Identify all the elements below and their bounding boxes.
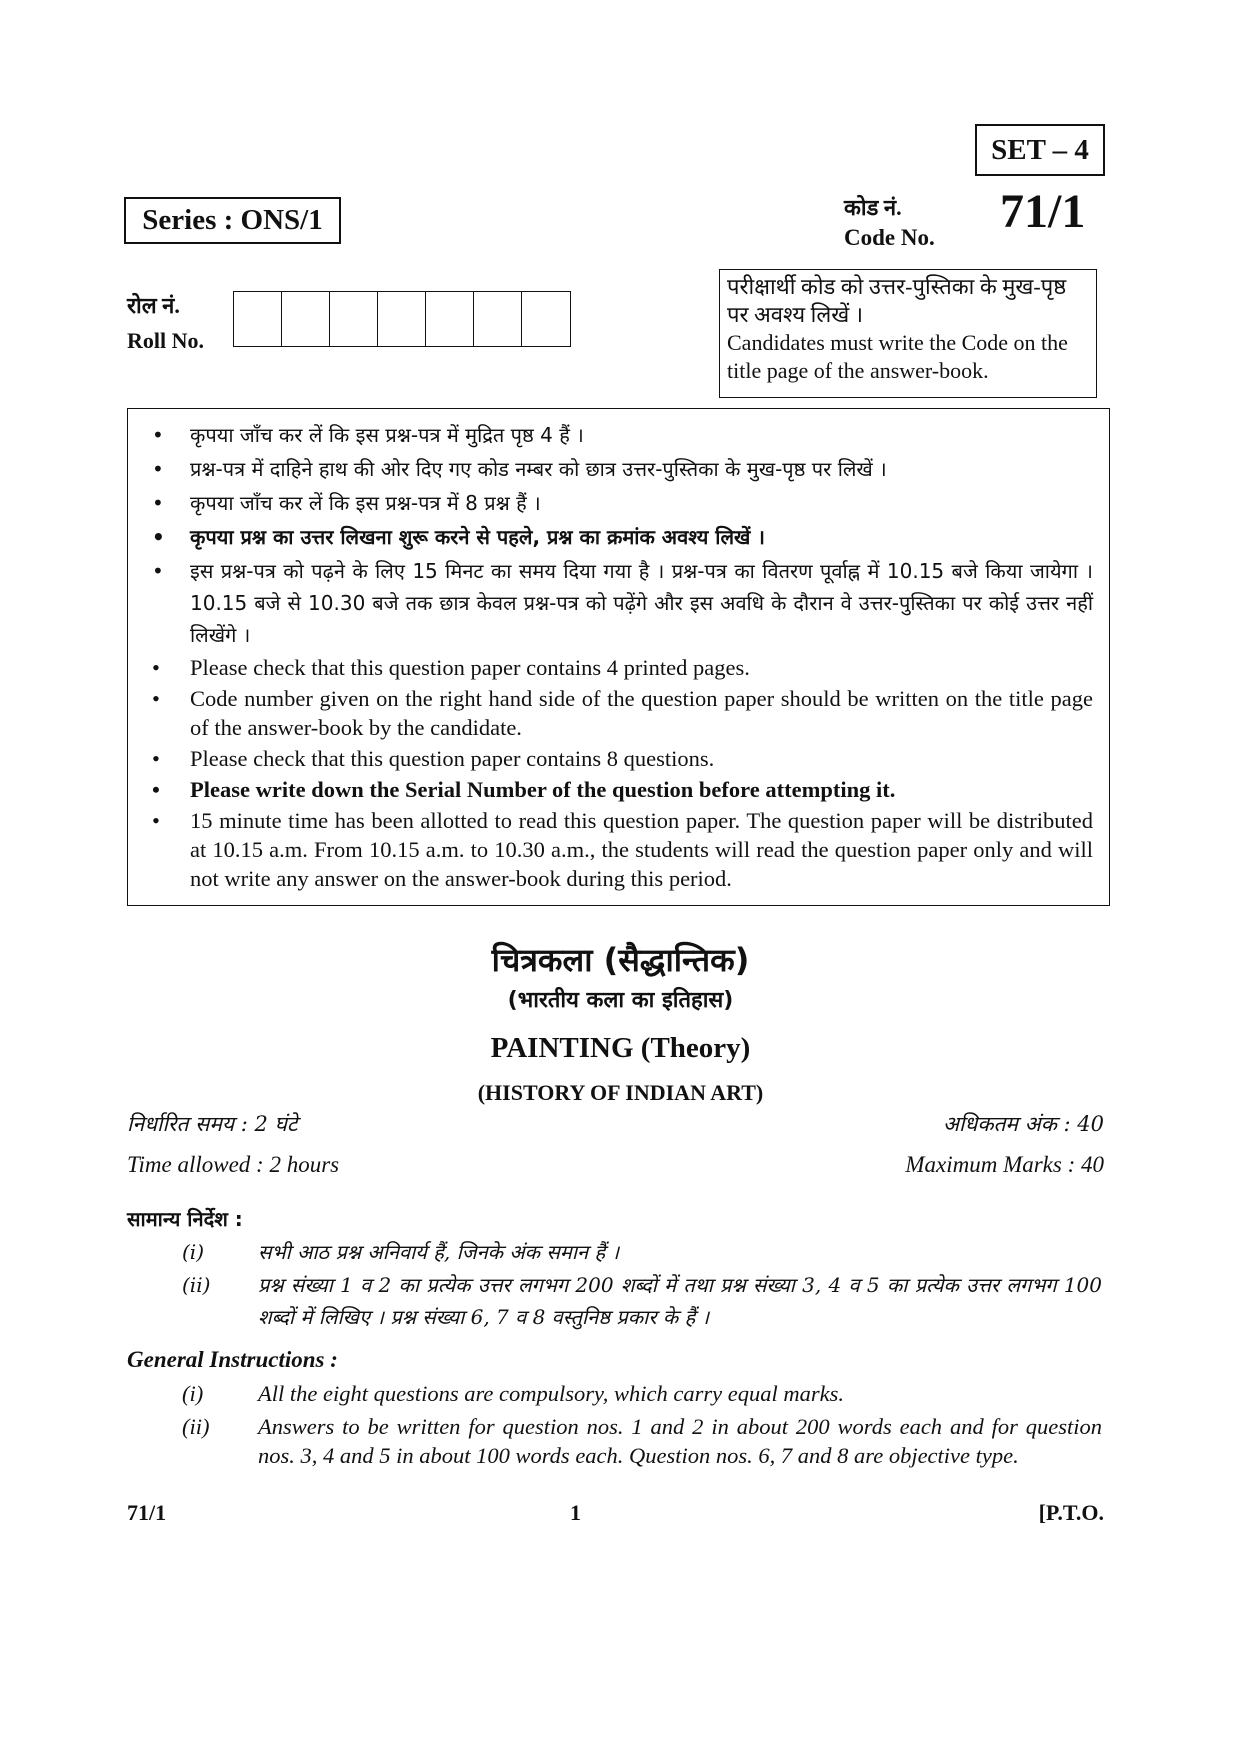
general-instruction-hindi-item: (ii) प्रश्न संख्या 1 व 2 का प्रत्येक उत्तर लगभग 200 शब्दों में तथा प्रश्न संख्या 3, 4 व 5 का प्रत्येक उत्तर लगभग 100 शब्दों में लिखिए । प्रश्न संख्या 6, 7 व 8 वस्तुनिष्ठ प्रकार के हैं । <box>182 1273 1102 1329</box>
roll-number-cell[interactable] <box>330 292 378 346</box>
title-hindi: चित्रकला (सैद्धान्तिक) <box>491 941 750 979</box>
footer-page-number: 1 <box>570 1500 581 1525</box>
roll-number-cell[interactable] <box>426 292 474 346</box>
roll-number-boxes[interactable] <box>233 291 571 347</box>
max-marks-english: Maximum Marks : 40 <box>905 1152 1104 1177</box>
instruction-item: • प्रश्न-पत्र में दाहिने हाथ की ओर दिए गए कोड नम्बर को छात्र उत्तर-पुस्तिका के मुख-पृष्ठ पर लिखें । <box>152 457 887 481</box>
instruction-item: • कृपया जाँच कर लें कि इस प्रश्न-पत्र में 8 प्रश्न हैं । <box>152 491 541 515</box>
max-marks-hindi: अधिकतम अंक : 40 <box>942 1112 1104 1136</box>
title-english: PAINTING (Theory) <box>490 1032 751 1064</box>
roll-number-cell[interactable] <box>234 292 282 346</box>
time-allowed-english: Time allowed : 2 hours <box>127 1152 340 1177</box>
instruction-item: • कृपया जाँच कर लें कि इस प्रश्न-पत्र में मुद्रित पृष्ठ 4 हैं । <box>152 423 584 447</box>
general-instruction-english-item: (i) All the eight questions are compulsory, which carry equal marks. <box>182 1381 844 1406</box>
instructions-box <box>127 408 1110 906</box>
subtitle-hindi: (भारतीय कला का इतिहास) <box>507 988 734 1013</box>
roll-label-english: Roll No. <box>127 328 204 353</box>
code-note-box <box>719 269 1097 398</box>
general-instructions-english-heading: General Instructions : <box>127 1347 338 1372</box>
instruction-item: • कृपया प्रश्न का उत्तर लिखना शुरू करने से पहले, प्रश्न का क्रमांक अवश्य लिखें । <box>152 525 765 549</box>
general-instruction-hindi-item: (i) सभी आठ प्रश्न अनिवार्य हैं, जिनके अंक समान हैं । <box>182 1240 620 1264</box>
instruction-item: • Please write down the Serial Number of the question before attempting it. <box>152 777 896 802</box>
code-label-english: Code No. <box>844 225 935 250</box>
time-allowed-hindi: निर्धारित समय : 2 घंटे <box>127 1112 298 1136</box>
general-instruction-english-item: (ii) Answers to be written for question nos. 1 and 2 in about 200 words each and for question nos. 3, 4 and 5 in about 100 words each. Question nos. 6, 7 and 8 are objective type. <box>182 1414 1102 1468</box>
code-number: 71/1 <box>1000 185 1086 238</box>
roll-number-cell[interactable] <box>282 292 330 346</box>
roll-number-cell[interactable] <box>378 292 426 346</box>
footer-code: 71/1 <box>127 1500 167 1525</box>
instruction-item: • 15 minute time has been allotted to read this question paper. The question paper will be distributed at 10.15 a.m. From 10.15 a.m. to 10.30 a.m., the students will read the question paper only and will not write any answer on the answer-book during this period. <box>152 808 1093 891</box>
instruction-item: • Please check that this question paper contains 8 questions. <box>152 746 715 771</box>
code-note-english: Candidates must write the Code on the title page of the answer-book. <box>727 330 1068 383</box>
instruction-item: • इस प्रश्न-पत्र को पढ़ने के लिए 15 मिनट का समय दिया गया है । प्रश्न-पत्र का वितरण पूर्वाह्न में 10.15 बजे किया जायेगा । 10.15 बजे से 10.30 बजे तक छात्र केवल प्रश्न-पत्र को पढ़ेंगे और इस अवधि के दौरान वे उत्तर-पुस्तिका पर कोई उत्तर नहीं लिखेंगे । <box>152 559 1093 647</box>
set-label: SET – 4 <box>975 124 1105 176</box>
footer-pto: [P.T.O. <box>1038 1500 1104 1525</box>
code-label-hindi: कोड नं. <box>844 195 902 220</box>
general-instructions-hindi-heading: सामान्य निर्देश : <box>127 1207 243 1231</box>
roll-label-hindi: रोल नं. <box>127 293 180 318</box>
series-label: Series : ONS/1 <box>124 197 341 244</box>
code-note-hindi: परीक्षार्थी कोड को उत्तर-पुस्तिका के मुख-पृष्ठ पर अवश्य लिखें । <box>727 274 1067 327</box>
instruction-item: • Please check that this question paper contains 4 printed pages. <box>152 655 750 680</box>
roll-number-cell[interactable] <box>474 292 522 346</box>
instruction-item: • Code number given on the right hand side of the question paper should be written on the title page of the answer-book by the candidate. <box>152 686 1093 740</box>
roll-number-cell[interactable] <box>522 292 570 346</box>
subtitle-english: (HISTORY OF INDIAN ART) <box>477 1080 764 1105</box>
